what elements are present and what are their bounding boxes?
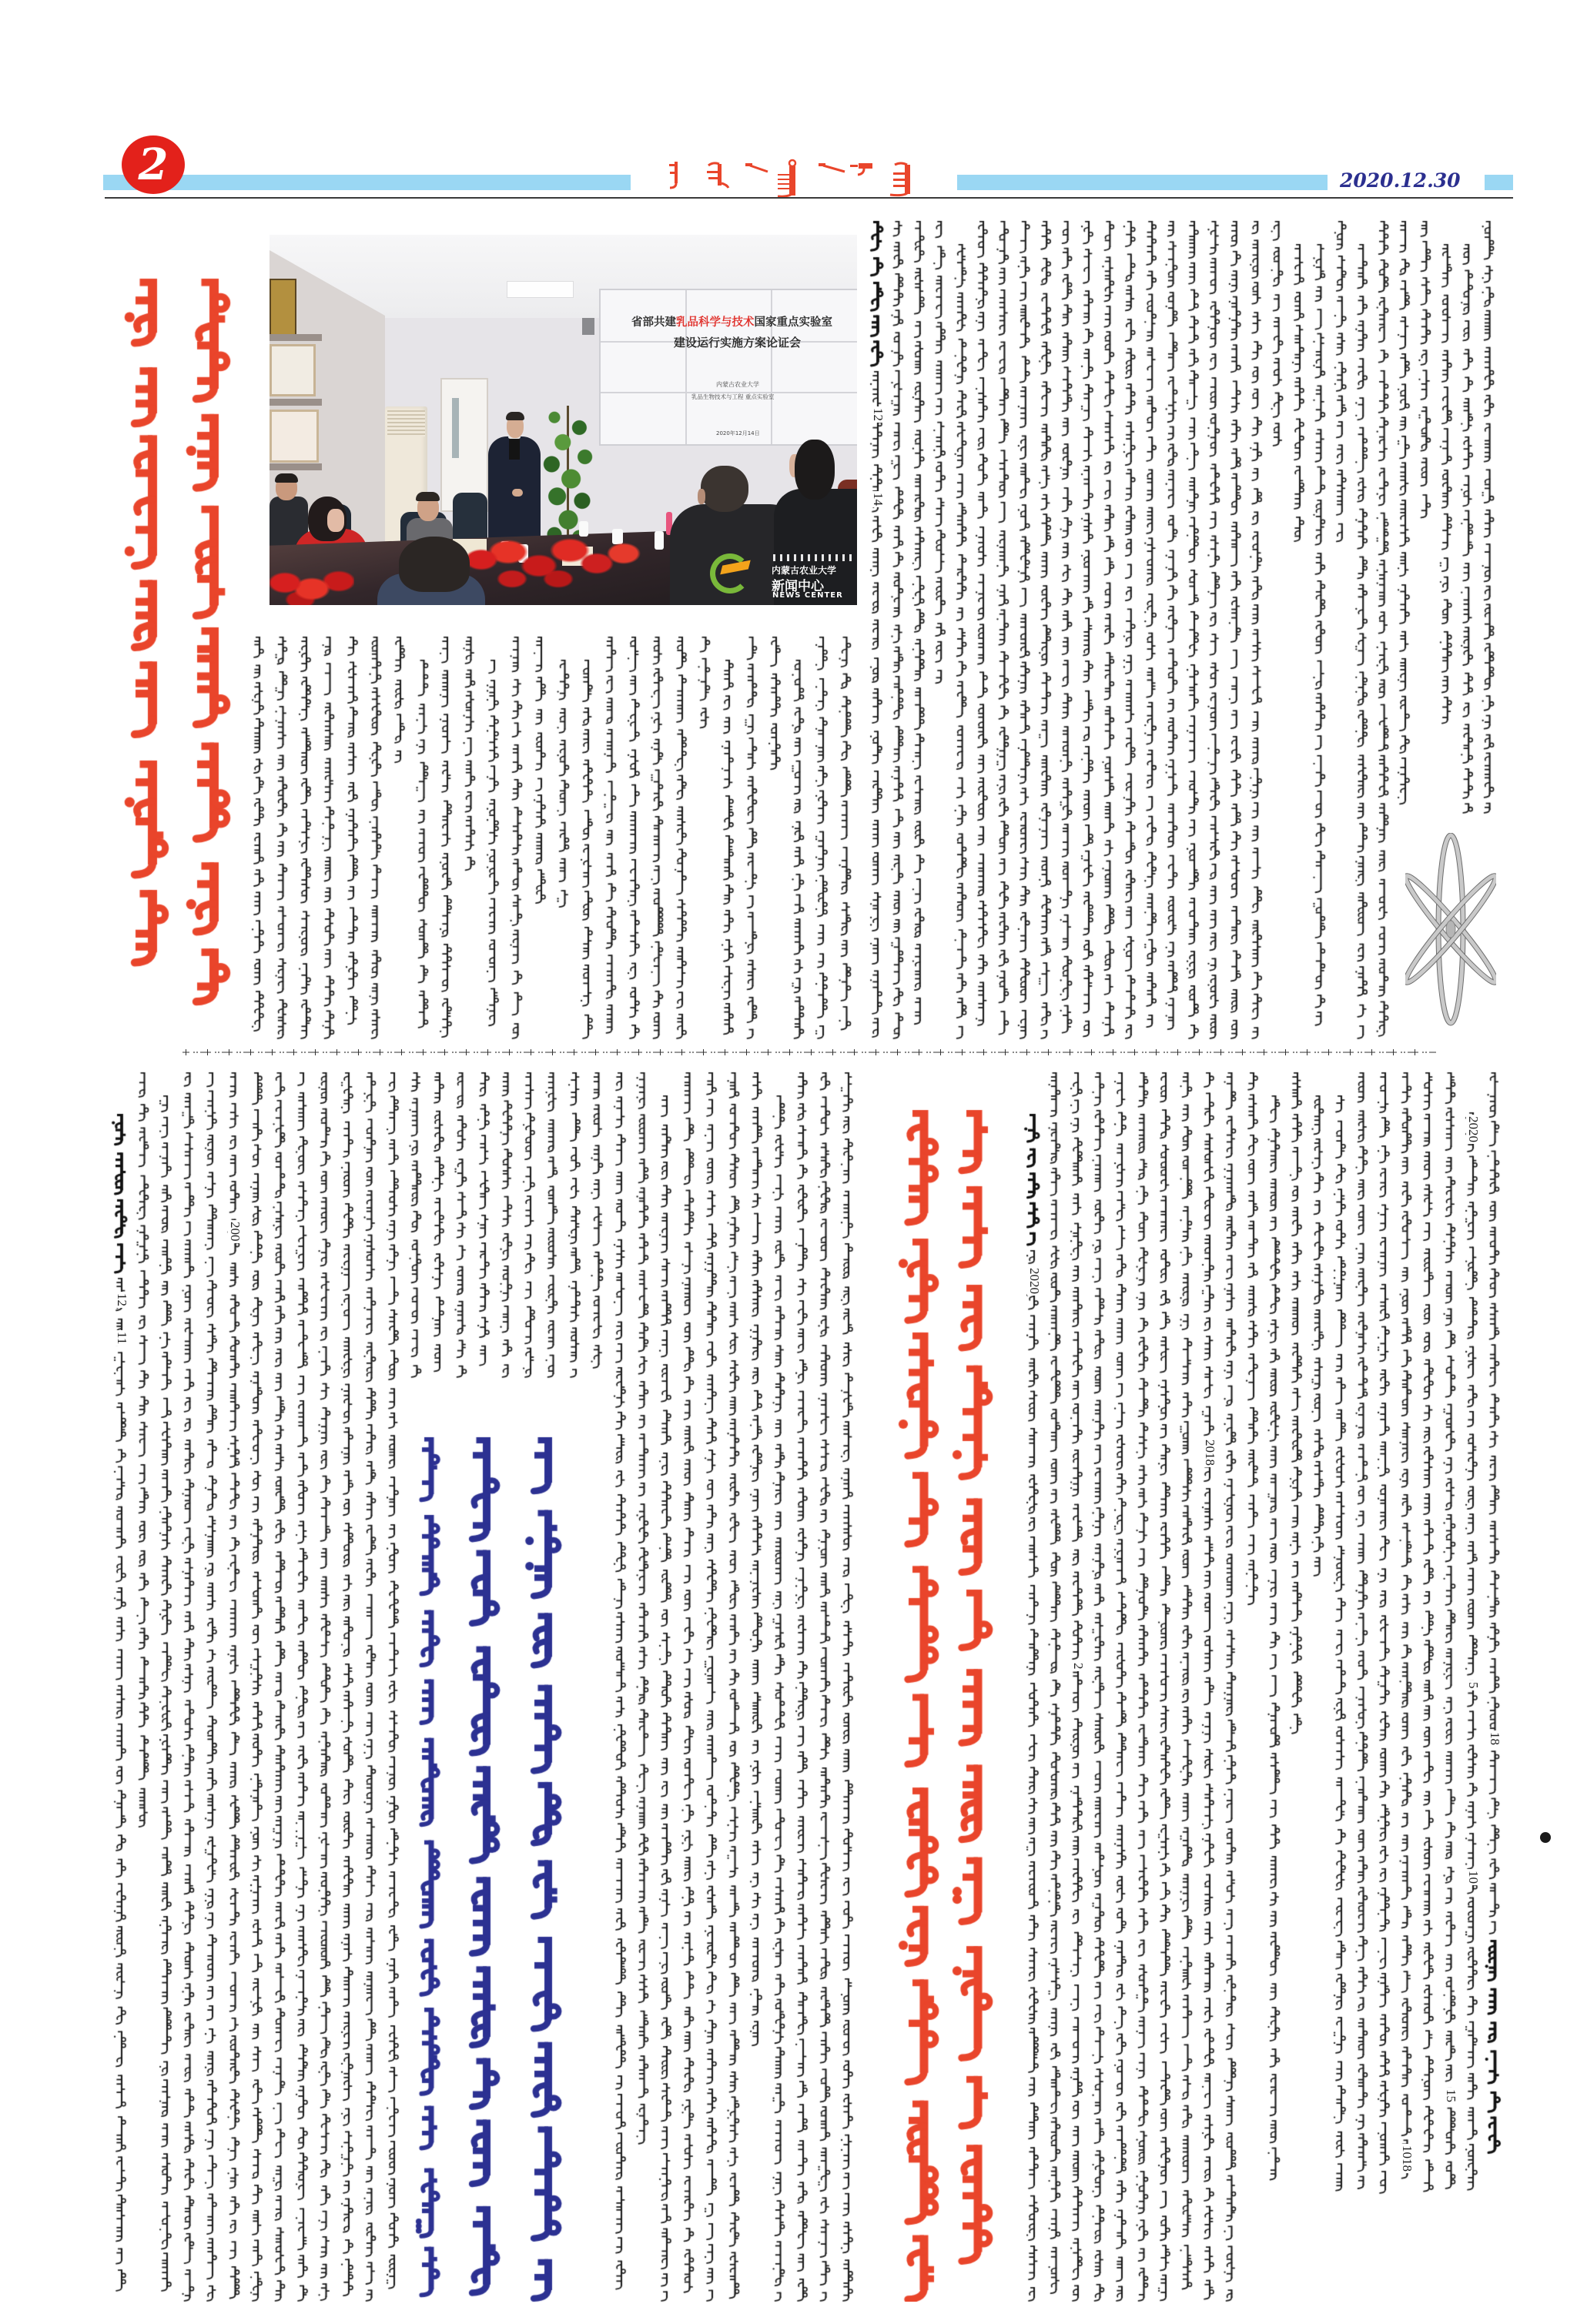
inline-number: 2018 <box>1203 1440 1217 1466</box>
inline-number: 5 <box>1466 1682 1481 1689</box>
inline-number: 200 <box>228 1222 243 1242</box>
photo-gold-plaque <box>270 279 296 336</box>
slide-title-highlight: 乳品科学与技术 <box>676 316 755 329</box>
article-photo <box>270 235 857 605</box>
slide-laboratory: 乳品生物技术与工程 重点实验室 <box>691 393 775 400</box>
lower-middle-article-headline <box>407 1428 576 2306</box>
photo-poinsettias <box>466 537 643 592</box>
photo-person-foreground-hair <box>399 537 470 592</box>
photo-shelf <box>270 463 322 470</box>
inline-number: 12 <box>115 1293 129 1306</box>
inline-number: 14 <box>871 493 886 506</box>
slide-organization: 内蒙古农业大学 <box>716 381 759 388</box>
photo-cup <box>579 521 588 537</box>
photo-poinsettias <box>270 567 354 605</box>
inline-number: 2020 <box>1027 1268 1042 1294</box>
inline-number: 12 <box>871 408 886 421</box>
watermark-mongolian-script <box>773 554 852 561</box>
photo-speaker-sweater <box>509 436 520 460</box>
photo-screen <box>601 290 857 444</box>
photo-door <box>440 378 488 512</box>
inline-number: 1018 <box>1400 2145 1415 2172</box>
watermark-logo-ring <box>710 553 750 594</box>
slide-subtitle: 建设运行实施方案论证会 <box>674 336 802 349</box>
lower-right-article-body-text <box>1016 1066 1512 2306</box>
photo-ac-grille <box>387 410 425 436</box>
slide-title-suffix: 国家重点实验室 <box>754 316 832 329</box>
header-rule <box>105 197 1513 199</box>
atom-icon <box>1405 833 1496 1026</box>
masthead-logo <box>662 154 924 200</box>
inline-number: 15 <box>1444 2089 1458 2102</box>
lower-middle-article-body-text <box>607 1066 861 2306</box>
photo-wall-speaker <box>582 318 594 335</box>
page-number-badge <box>122 135 185 194</box>
watermark-news-center: NEWS CENTER <box>772 591 843 600</box>
issue-date: 2020.12.30 <box>1340 169 1461 192</box>
inline-number: 2 <box>1071 1663 1086 1670</box>
inline-number: 10 <box>1466 1871 1481 1884</box>
top-article-body-text-lower <box>245 627 859 1043</box>
photo-ceiling-light <box>507 281 574 298</box>
photo-person-gray-hair <box>416 492 440 501</box>
photo-door-window <box>452 398 459 458</box>
photo-person-red-face <box>327 509 344 532</box>
photo-certificate <box>270 344 316 396</box>
photo-person-left-hair <box>275 473 298 483</box>
photo-person-woman-hair <box>795 440 835 500</box>
photo-shelf <box>270 399 322 406</box>
watermark-line2: 新闻中心 <box>772 579 824 594</box>
section-divider <box>182 1048 1436 1056</box>
watermark-line1: 内蒙古农业大学 <box>772 565 837 576</box>
photo-certificate <box>270 410 319 463</box>
inline-number: 2020 <box>1466 1116 1481 1142</box>
photo-speaker-hands <box>512 489 523 497</box>
slide-date: 2020年12月14日 <box>716 430 760 436</box>
header-bar-middle <box>957 175 1328 190</box>
photo-speaker-hair <box>506 412 524 420</box>
slide-title-prefix: 省部共建 <box>631 316 676 329</box>
photo-person-right-face <box>698 489 705 504</box>
header-bar-right <box>1485 175 1513 190</box>
slide-title <box>631 313 832 329</box>
inline-number: 11 <box>115 1332 129 1345</box>
photo-person-right-hair <box>701 466 748 512</box>
photo-cup <box>655 531 664 550</box>
bullet-dot <box>1540 1832 1551 1843</box>
page-number: 2 <box>138 139 169 190</box>
lower-right-article-headline <box>884 1101 1019 2302</box>
inline-number: 18 <box>1488 1732 1502 1745</box>
photo-shelf <box>270 334 322 341</box>
top-article-headline <box>108 262 262 1012</box>
